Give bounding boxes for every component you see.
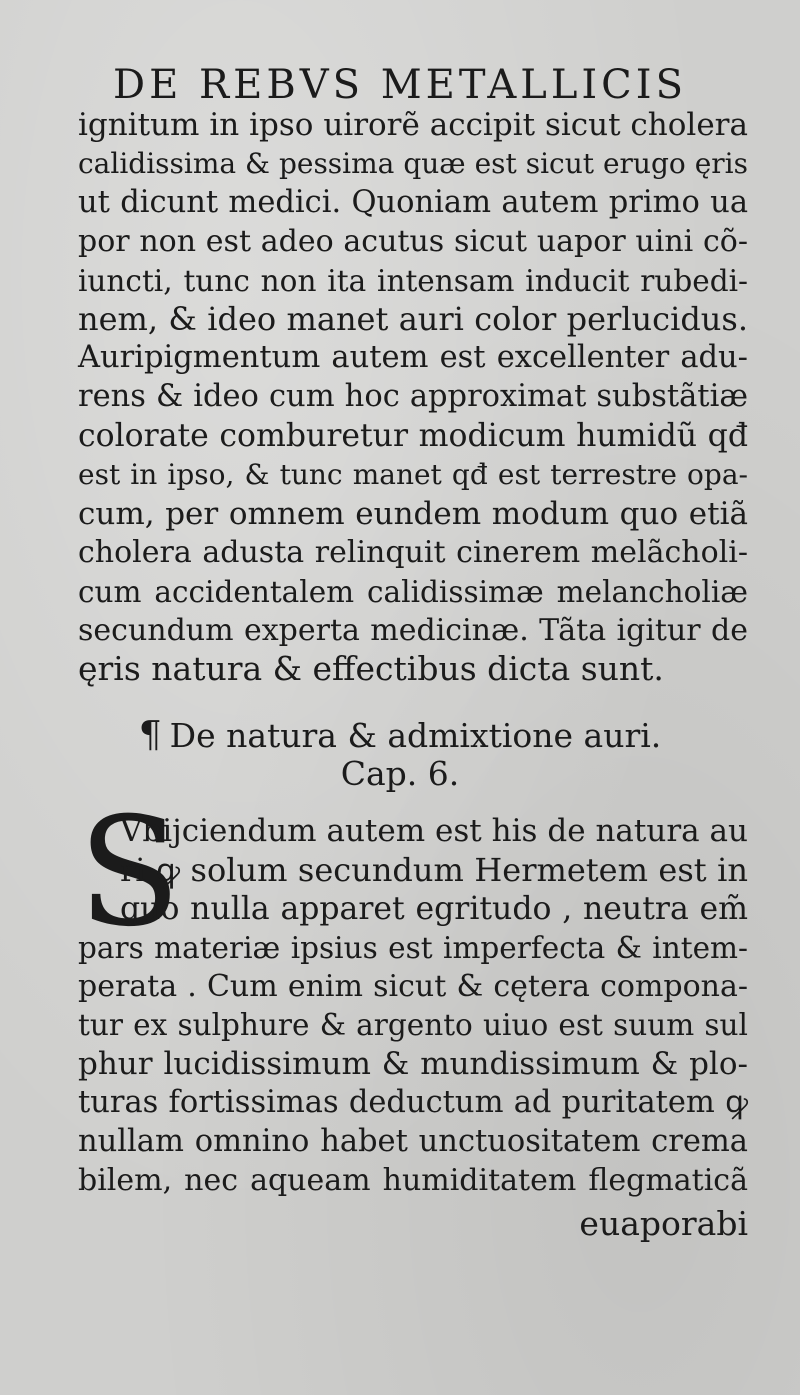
text-line: por non est adeo acutus sicut uapor uini cõ- <box>78 223 748 259</box>
text-line: ut dicunt medici. Quoniam autem primo ua <box>78 184 748 220</box>
text-line: pars materiæ ipsius est imperfecta & intem- <box>78 930 748 965</box>
text-line: perata . Cum enim sicut & cętera compona- <box>78 968 748 1004</box>
text-line: nem, & ideo manet auri color perlucidus. <box>78 300 748 339</box>
text-line: ri ꝙ solum secundum Hermetem est in <box>120 850 748 889</box>
text-line: secundum experta medicinæ. Tãta igitur de <box>78 612 748 648</box>
text-line: phur lucidissimum & mundissimum & plo- <box>78 1046 748 1083</box>
drop-cap-initial: S <box>78 786 181 960</box>
catchword: euaporabi <box>579 1204 748 1243</box>
pilcrow-icon: ¶ <box>138 715 162 756</box>
text-line: cholera adusta relinquit cinerem melãcholi- <box>78 534 748 570</box>
chapter-number: Cap. 6. <box>340 754 460 793</box>
text-line: est in ipso, & tunc manet qđ est terrestre opa- <box>78 458 748 492</box>
text-line: Vbijciendum autem est his de natura au <box>120 813 748 849</box>
paragraph-2 <box>78 812 748 1201</box>
paragraph-1 <box>78 106 748 689</box>
text-line: cum accidentalem calidissimæ melancholiæ <box>78 574 748 609</box>
text-line: cum, per omnem eundem modum quo etiã <box>78 495 748 532</box>
text-line: quo nulla apparet egritudo , neutra em̃ <box>120 890 748 927</box>
text-line: nullam omnino habet unctuositatem crema <box>78 1124 748 1160</box>
text-line: ęris natura & effectibus dicta sunt. <box>78 649 664 689</box>
chapter-title-text: De natura & admixtione auri. <box>169 716 662 755</box>
chapter-title <box>0 716 800 756</box>
text-line: Auripigmentum autem est excellenter adu- <box>78 340 748 376</box>
text-line: calidissima & pessima quæ est sicut erugo ęris <box>78 146 748 180</box>
text-line: rens & ideo cum hoc approximat substãtiæ <box>78 379 748 415</box>
text-line: turas fortissimas deductum ad puritatem ꝙ <box>78 1085 748 1121</box>
text-line: bilem, nec aqueam humiditatem flegmaticã <box>78 1163 748 1199</box>
running-head: DE REBVS METALLICIS <box>113 62 687 108</box>
text-line: ignitum in ipso uirorẽ accipit sicut cholera <box>78 107 748 143</box>
text-line: iuncti, tunc non ita intensam inducit rubedi- <box>78 263 748 298</box>
text-line: colorate comburetur modicum humidũ qđ <box>78 418 748 455</box>
text-line: tur ex sulphure & argento uiuo est suum sul <box>78 1008 748 1043</box>
